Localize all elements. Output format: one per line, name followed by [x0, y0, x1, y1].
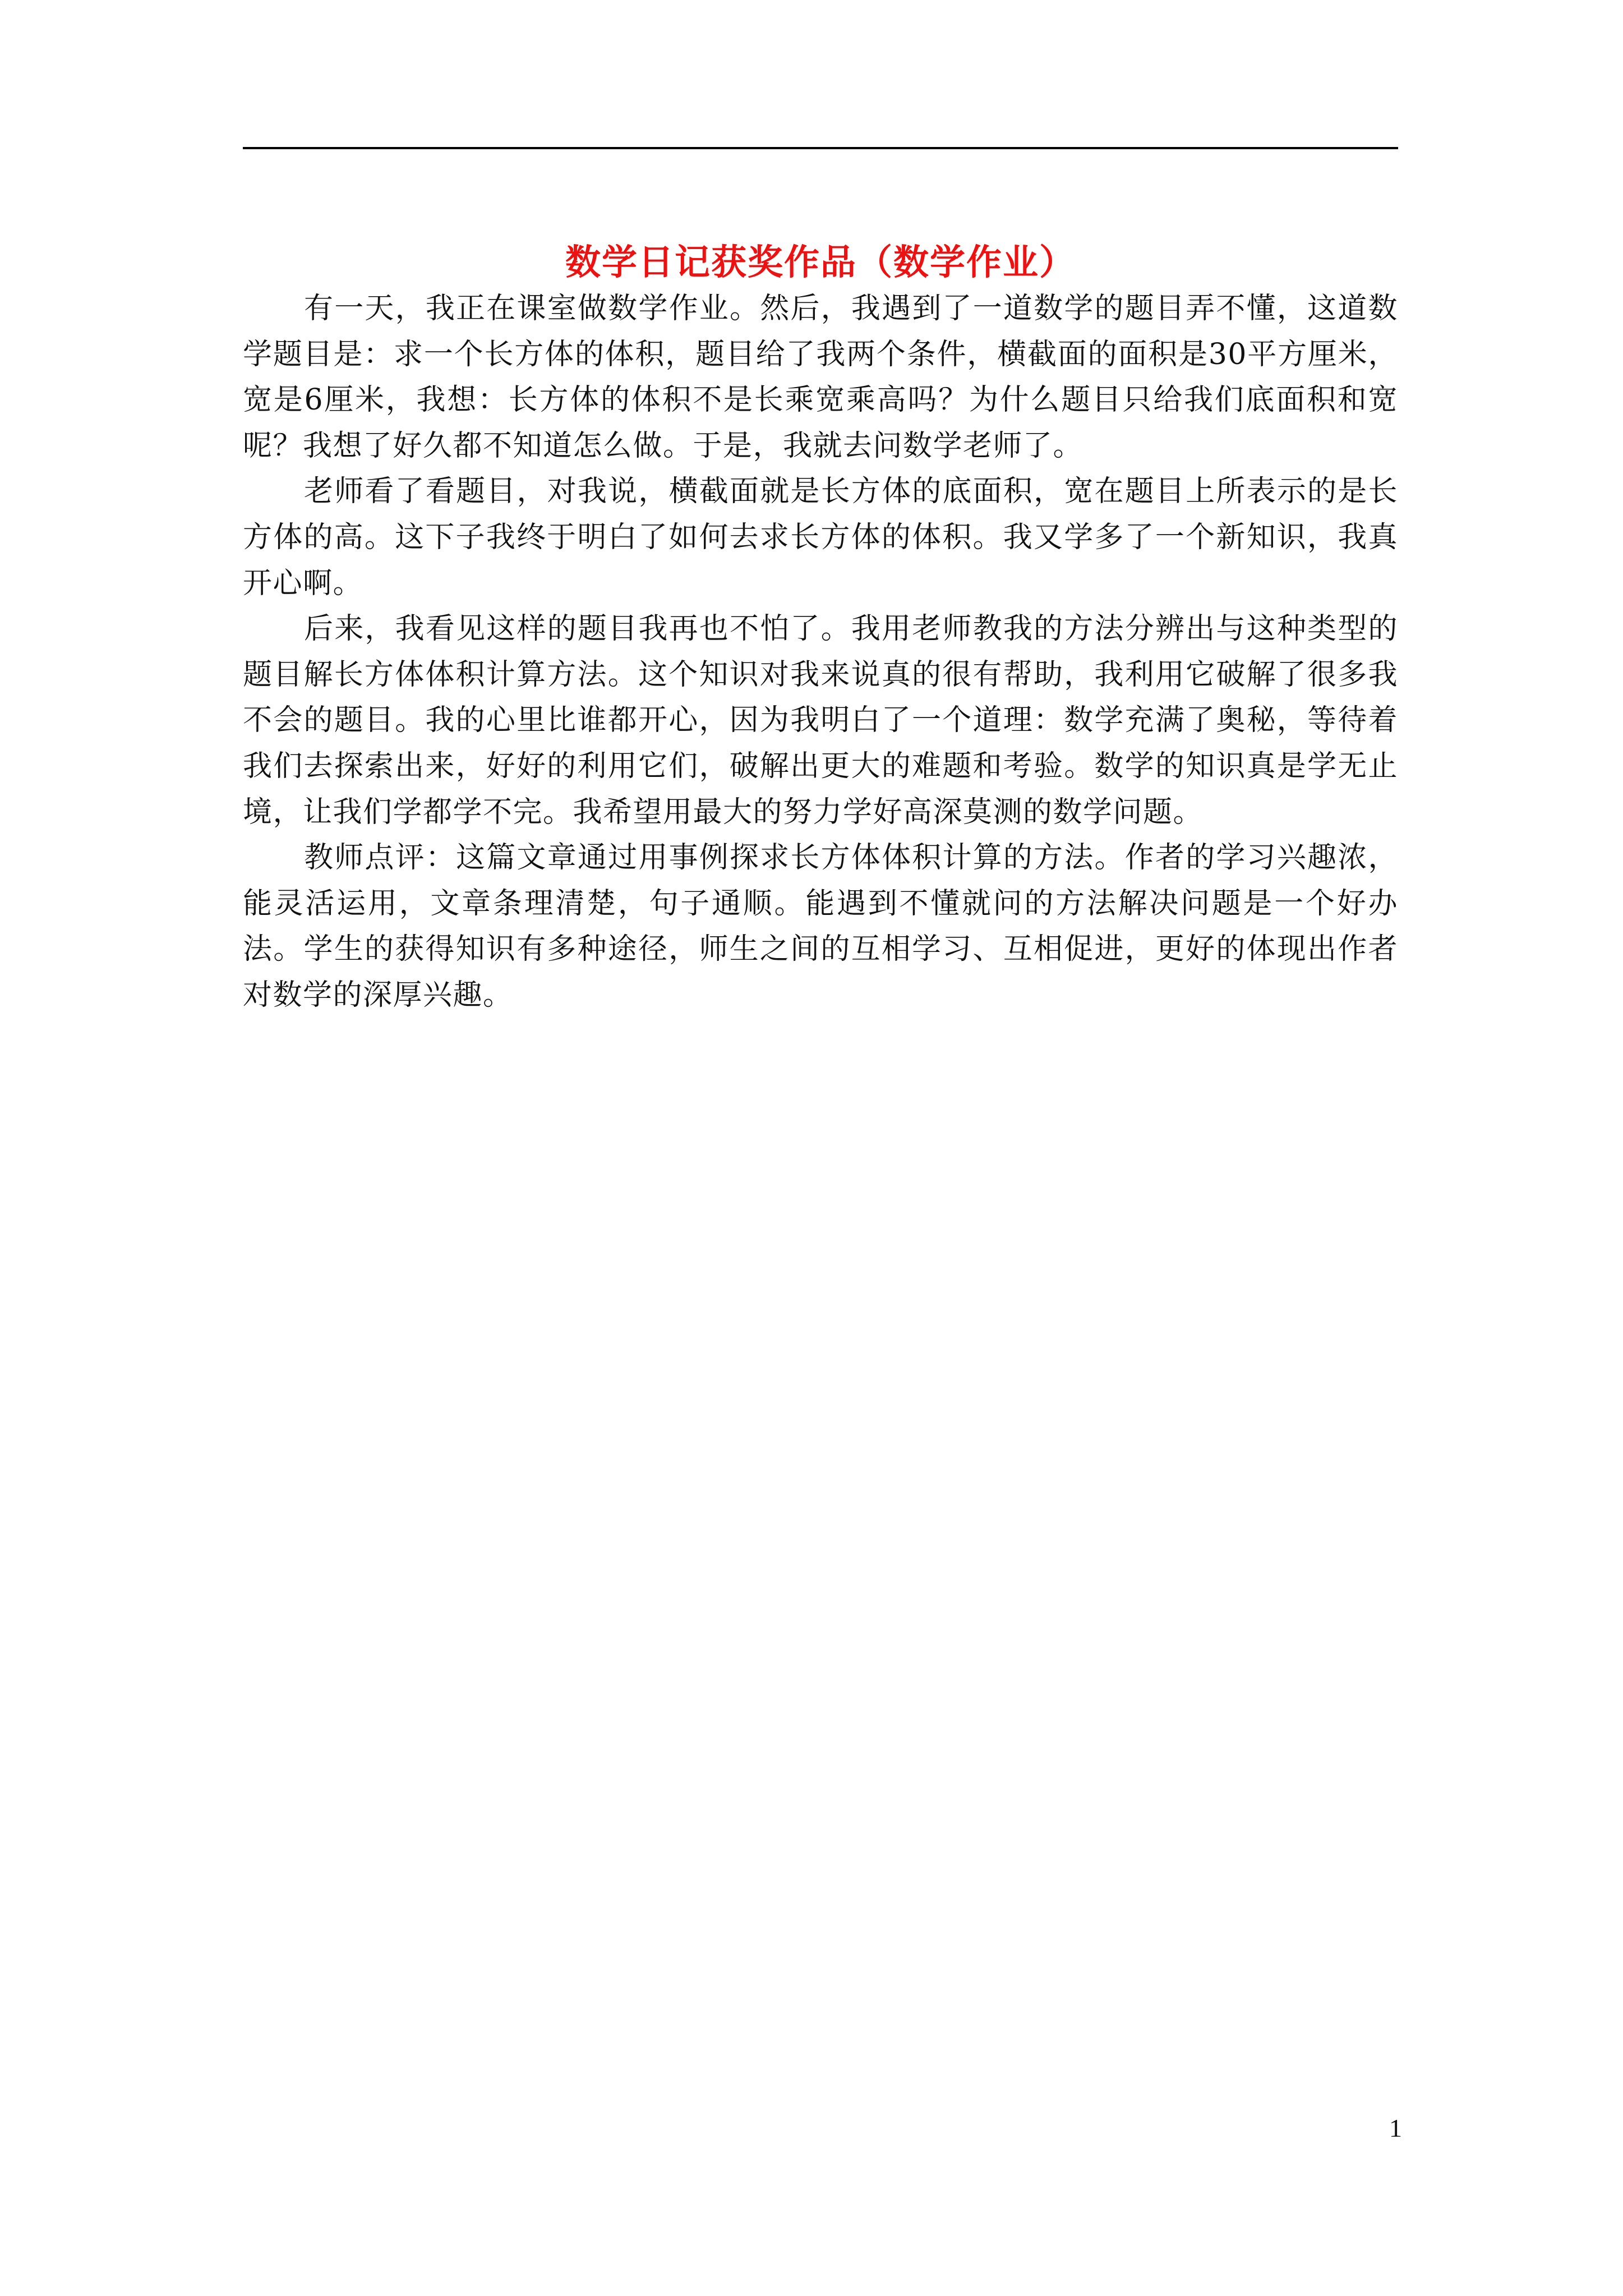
teacher-comment-paragraph: 教师点评：这篇文章通过用事例探求长方体体积计算的方法。作者的学习兴趣浓，能灵活运用，文章条理清楚，句子通顺。能遇到不懂就问的方法解决问题是一个好办法。学生的获得知识有多种途径，师生之间的互相学习、互相促进，更好的体现出作者对数学的深厚兴趣。 [243, 841, 1398, 1012]
paragraph-1: 有一天，我正在课室做数学作业。然后，我遇到了一道数学的题目弄不懂，这道数学题目是：求一个长方体的体积，题目给了我两个条件，横截面的面积是30平方厘米，宽是6厘米，我想：长方体的体积不是长乘宽乘高吗？为什么题目只给我们底面积和宽呢？我想了好久都不知道怎么做。于是，我就去问数学老师了。 [243, 292, 1398, 463]
document-body [243, 286, 1398, 1019]
page-number: 1 [1389, 2114, 1402, 2142]
header-rule [243, 147, 1398, 149]
document-title: 数学日记获奖作品（数学作业） [565, 241, 1076, 283]
paragraph-3: 后来，我看见这样的题目我再也不怕了。我用老师教我的方法分辨出与这种类型的题目解长方体体积计算方法。这个知识对我来说真的很有帮助，我利用它破解了很多我不会的题目。我的心里比谁都开心，因为我明白了一个道理：数学充满了奥秘，等待着我们去探索出来，好好的利用它们，破解出更大的难题和考验。数学的知识真是学无止境，让我们学都学不完。我希望用最大的努力学好高深莫测的数学问题。 [243, 612, 1398, 829]
paragraph-2: 老师看了看题目，对我说，横截面就是长方体的底面积，宽在题目上所表示的是长方体的高。这下子我终于明白了如何去求长方体的体积。我又学多了一个新知识，我真开心啊。 [243, 475, 1398, 600]
